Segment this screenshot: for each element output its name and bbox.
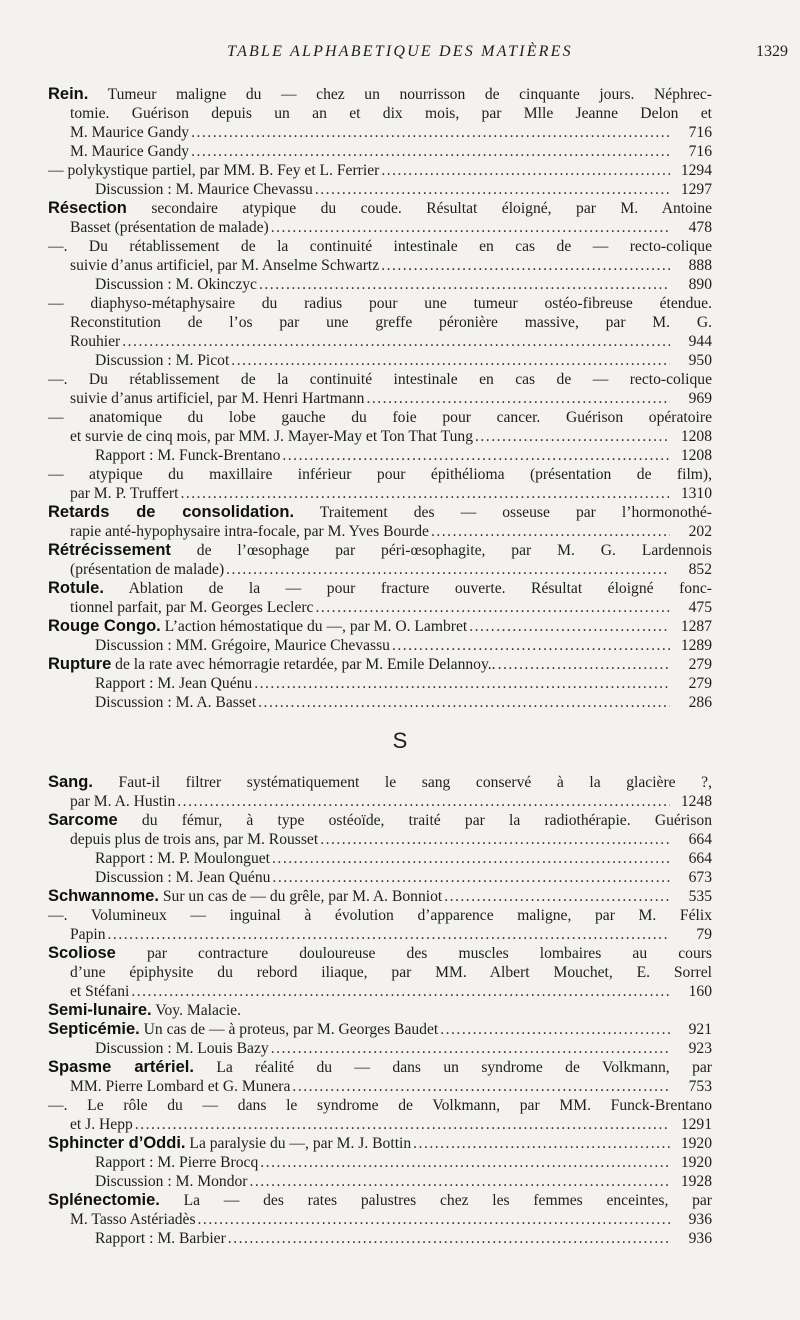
entry-body: de l’œsophage par péri-œsophagite, par M. G. Lardennois bbox=[170, 542, 712, 559]
entry-body: — diaphyso-métaphysaire du radius pour une tumeur ostéo-fibreuse étendue. bbox=[48, 295, 712, 312]
page-reference: 969 bbox=[688, 390, 712, 407]
running-head bbox=[0, 40, 800, 66]
entry-text bbox=[48, 907, 712, 924]
dot-leader bbox=[180, 484, 670, 503]
entry-text bbox=[70, 1077, 290, 1096]
index-line bbox=[48, 1134, 712, 1153]
entry-body: L’action hémostatique du —, par M. O. Lambret bbox=[160, 618, 468, 635]
entry-text bbox=[70, 123, 189, 142]
page-reference: 716 bbox=[688, 143, 712, 160]
page-reference: 478 bbox=[688, 219, 712, 236]
entry-body: de la rate avec hémorragie retardée, par M. Emile Delannoy.. bbox=[111, 656, 496, 673]
index-line bbox=[48, 617, 712, 636]
entry-body: Discussion : M. Maurice Chevassu bbox=[95, 181, 313, 198]
page-reference: 475 bbox=[688, 599, 712, 616]
index-line bbox=[48, 1191, 712, 1210]
entry-body: M. Tasso Astériadès bbox=[70, 1211, 196, 1228]
page-reference: 890 bbox=[688, 276, 712, 293]
entry-text bbox=[95, 674, 252, 693]
entry-text bbox=[70, 522, 429, 541]
index-line bbox=[48, 123, 712, 142]
entry-text bbox=[95, 1153, 258, 1172]
entry-text bbox=[48, 295, 712, 312]
entry-body: Discussion : M. Okinczyc bbox=[95, 276, 257, 293]
entry-text bbox=[70, 830, 318, 849]
page-reference: 1208 bbox=[680, 428, 712, 445]
headword: Semi-lunaire. bbox=[48, 1001, 152, 1019]
page-reference: 1289 bbox=[680, 637, 712, 654]
page-reference: 852 bbox=[688, 561, 712, 578]
index-line bbox=[48, 256, 712, 275]
index-line bbox=[48, 161, 712, 180]
entry-text bbox=[48, 86, 712, 103]
page-reference: 279 bbox=[688, 675, 712, 692]
index-line bbox=[48, 868, 712, 887]
entry-body: La — des rates palustres chez les femmes enceintes, par bbox=[159, 1192, 712, 1209]
entry-text bbox=[70, 560, 224, 579]
entry-text bbox=[48, 371, 712, 388]
headword: Retards de consolidation. bbox=[48, 503, 295, 521]
entry-body: —. Du rétablissement de la continuité intestinale en cas de — recto-colique bbox=[48, 371, 712, 388]
entry-body: par M. A. Hustin bbox=[70, 793, 176, 810]
index-line bbox=[48, 598, 712, 617]
page-reference: 1248 bbox=[680, 793, 712, 810]
entry-body: Ablation de la — pour fracture ouverte. Résultat éloigné fonc- bbox=[103, 580, 712, 597]
entry-body: Rouhier bbox=[70, 333, 121, 350]
entry-body: —. Volumineux — inguinal à évolution d’apparence maligne, par M. Félix bbox=[48, 907, 712, 924]
dot-leader bbox=[259, 275, 670, 294]
entry-text bbox=[48, 1097, 712, 1114]
entry-text bbox=[48, 1134, 411, 1153]
dot-leader bbox=[272, 868, 670, 887]
entry-body: suivie d’anus artificiel, par M. Henri Hartmann bbox=[70, 390, 365, 407]
entry-body: (présentation de malade) bbox=[70, 561, 225, 578]
index-line bbox=[48, 427, 712, 446]
entry-body: — anatomique du lobe gauche du foie pour cancer. Guérison opératoire bbox=[48, 409, 712, 426]
entry-text bbox=[70, 598, 313, 617]
entry-body: depuis plus de trois ans, par M. Rousset bbox=[70, 831, 319, 848]
index-line bbox=[48, 142, 712, 161]
entry-text bbox=[48, 542, 712, 559]
entry-body: Tumeur maligne du — chez un nourrisson de cinquante jours. Néphrec- bbox=[88, 86, 712, 103]
page-reference: 936 bbox=[688, 1230, 712, 1247]
entry-text bbox=[70, 925, 106, 944]
entry-body: par contracture douloureuse des muscles lombaires au cours bbox=[115, 945, 712, 962]
dot-leader bbox=[254, 674, 670, 693]
entry-text bbox=[70, 256, 379, 275]
entry-text bbox=[70, 792, 175, 811]
index-line bbox=[48, 982, 712, 1001]
page-reference: 936 bbox=[688, 1211, 712, 1228]
dot-leader bbox=[177, 792, 670, 811]
entry-body: MM. Pierre Lombard et G. Munera bbox=[70, 1078, 291, 1095]
entry-body: Discussion : M. Picot bbox=[95, 352, 230, 369]
index-line bbox=[48, 1229, 712, 1248]
index-line bbox=[48, 636, 712, 655]
dot-leader bbox=[381, 256, 670, 275]
index-line bbox=[48, 792, 712, 811]
page-reference: 1291 bbox=[680, 1116, 712, 1133]
entry-body: et survie de cinq mois, par MM. J. Mayer-May et Ton That Tung bbox=[70, 428, 473, 445]
entry-text bbox=[48, 774, 712, 791]
index-line bbox=[48, 560, 712, 579]
entry-body: Rapport : M. Jean Quénu bbox=[95, 675, 253, 692]
index-line bbox=[48, 484, 712, 503]
entry-text bbox=[70, 1115, 133, 1134]
index-line bbox=[48, 522, 712, 541]
entry-body: Un cas de — à proteus, par M. Georges Baudet bbox=[139, 1021, 439, 1038]
index-line bbox=[48, 180, 712, 199]
entry-text bbox=[48, 887, 442, 906]
index-line bbox=[48, 313, 712, 332]
page-reference: 716 bbox=[688, 124, 712, 141]
headword: Sang. bbox=[48, 773, 93, 791]
page-reference: 753 bbox=[688, 1078, 712, 1095]
entry-text bbox=[48, 409, 712, 426]
index-line bbox=[48, 655, 712, 674]
dot-leader bbox=[366, 389, 670, 408]
dot-leader bbox=[498, 655, 670, 674]
page-reference: 1310 bbox=[680, 485, 712, 502]
index-line bbox=[48, 1058, 712, 1077]
dot-leader bbox=[475, 427, 670, 446]
entry-body: Discussion : MM. Grégoire, Maurice Chevassu bbox=[95, 637, 390, 654]
entry-body: M. Maurice Gandy bbox=[70, 124, 190, 141]
dot-leader bbox=[315, 180, 670, 199]
dot-leader bbox=[282, 446, 670, 465]
page-reference: 664 bbox=[688, 831, 712, 848]
entry-text bbox=[70, 964, 712, 981]
index-line bbox=[48, 674, 712, 693]
entry-text bbox=[95, 693, 256, 712]
dot-leader bbox=[440, 1020, 670, 1039]
page-number: 1329 bbox=[756, 43, 788, 60]
page-reference: 535 bbox=[688, 888, 712, 905]
entry-text bbox=[70, 218, 269, 237]
index-line bbox=[48, 446, 712, 465]
headword: Sphincter d’Oddi. bbox=[48, 1134, 186, 1152]
index-line bbox=[48, 237, 712, 256]
headword: Résection bbox=[48, 199, 127, 217]
entry-text bbox=[48, 1020, 438, 1039]
dot-leader bbox=[381, 161, 670, 180]
entry-text bbox=[95, 446, 280, 465]
dot-leader bbox=[231, 351, 670, 370]
headword: Rupture bbox=[48, 655, 112, 673]
page-reference: 79 bbox=[696, 926, 712, 943]
dot-leader bbox=[292, 1077, 670, 1096]
headword: Rétrécissement bbox=[48, 541, 171, 559]
dot-leader bbox=[431, 522, 670, 541]
entry-body: par M. P. Truffert bbox=[70, 485, 179, 502]
dot-leader bbox=[131, 982, 670, 1001]
index-section-r bbox=[48, 85, 712, 712]
entry-body: Faut-il filtrer systématiquement le sang conservé à la glacière ?, bbox=[92, 774, 712, 791]
page-reference: 888 bbox=[688, 257, 712, 274]
index-line bbox=[48, 218, 712, 237]
index-line bbox=[48, 849, 712, 868]
dot-leader bbox=[315, 598, 670, 617]
entry-body: Sur un cas de — du grêle, par M. A. Bonniot bbox=[158, 888, 443, 905]
dot-leader bbox=[249, 1172, 670, 1191]
index-line bbox=[48, 275, 712, 294]
entry-body: rapie anté-hypophysaire intra-focale, par M. Yves Bourde bbox=[70, 523, 429, 540]
dot-leader bbox=[135, 1115, 670, 1134]
page-reference: 921 bbox=[688, 1021, 712, 1038]
dot-leader bbox=[271, 218, 670, 237]
page-reference: 673 bbox=[688, 869, 712, 886]
entry-body: Traitement des — osseuse par l’hormonothé- bbox=[294, 504, 712, 521]
entry-body: tomie. Guérison depuis un an et dix mois, par Mlle Jeanne Delon et bbox=[70, 105, 712, 122]
page-reference: 1928 bbox=[680, 1173, 712, 1190]
dot-leader bbox=[271, 1039, 670, 1058]
entry-body: —. Du rétablissement de la continuité intestinale en cas de — recto-colique bbox=[48, 238, 712, 255]
page-reference: 944 bbox=[688, 333, 712, 350]
page-reference: 202 bbox=[688, 523, 712, 540]
entry-text bbox=[48, 580, 712, 597]
entry-text bbox=[48, 1002, 241, 1019]
entry-body: Voy. Malacie. bbox=[151, 1002, 241, 1019]
entry-body: Basset (présentation de malade) bbox=[70, 219, 269, 236]
entry-body: secondaire atypique du coude. Résultat éloigné, par M. Antoine bbox=[126, 200, 712, 217]
index-line bbox=[48, 906, 712, 925]
entry-text bbox=[48, 1059, 712, 1076]
index-line bbox=[48, 370, 712, 389]
page-reference: 923 bbox=[688, 1040, 712, 1057]
index-line bbox=[48, 1115, 712, 1134]
entry-text bbox=[95, 1229, 226, 1248]
entry-text bbox=[95, 868, 270, 887]
index-line bbox=[48, 503, 712, 522]
dot-leader bbox=[108, 925, 670, 944]
entry-body: Discussion : M. Jean Quénu bbox=[95, 869, 271, 886]
index-line bbox=[48, 541, 712, 560]
index-line bbox=[48, 830, 712, 849]
headword: Sarcome bbox=[48, 811, 118, 829]
headword: Septicémie. bbox=[48, 1020, 140, 1038]
entry-body: Rapport : M. Barbier bbox=[95, 1230, 226, 1247]
entry-text bbox=[70, 389, 364, 408]
index-section-s bbox=[48, 773, 712, 1248]
index-line bbox=[48, 693, 712, 712]
entry-body: et Stéfani bbox=[70, 983, 130, 1000]
entry-text bbox=[48, 238, 712, 255]
entry-text bbox=[70, 484, 178, 503]
entry-text bbox=[48, 200, 712, 217]
headword: Rouge Congo. bbox=[48, 617, 161, 635]
entry-text bbox=[70, 1210, 196, 1229]
headword: Splénectomie. bbox=[48, 1191, 160, 1209]
entry-body: d’une épiphysite du rebord iliaque, par MM. Albert Mouchet, E. Sorrel bbox=[70, 964, 712, 981]
entry-body: —. Le rôle du — dans le syndrome de Volkmann, par MM. Funck-Brentano bbox=[48, 1097, 712, 1114]
letter-heading: S bbox=[392, 728, 408, 753]
entry-body: Discussion : M. Mondor bbox=[95, 1173, 248, 1190]
headword: Spasme artériel. bbox=[48, 1058, 194, 1076]
entry-text bbox=[48, 466, 712, 483]
entry-text bbox=[70, 332, 120, 351]
dot-leader bbox=[226, 560, 670, 579]
index-line bbox=[48, 465, 712, 484]
page-reference: 1208 bbox=[680, 447, 712, 464]
index-line bbox=[48, 351, 712, 370]
entry-text bbox=[48, 161, 379, 180]
dot-leader bbox=[320, 830, 670, 849]
page-reference: 160 bbox=[688, 983, 712, 1000]
dot-leader bbox=[122, 332, 670, 351]
entry-text bbox=[48, 1192, 712, 1209]
index-line bbox=[48, 773, 712, 792]
entry-text bbox=[95, 180, 313, 199]
entry-body: Papin bbox=[70, 926, 106, 943]
index-line bbox=[48, 389, 712, 408]
headword: Rein. bbox=[48, 85, 89, 103]
entry-text bbox=[48, 504, 712, 521]
entry-text bbox=[95, 1172, 247, 1191]
entry-body: M. Maurice Gandy bbox=[70, 143, 190, 160]
index-line bbox=[48, 1210, 712, 1229]
index-line bbox=[48, 811, 712, 830]
entry-body: Discussion : M. A. Basset bbox=[95, 694, 257, 711]
page-reference: 279 bbox=[688, 656, 712, 673]
headword: Rotule. bbox=[48, 579, 104, 597]
page-reference: 1920 bbox=[680, 1135, 712, 1152]
entry-body: Discussion : M. Louis Bazy bbox=[95, 1040, 269, 1057]
entry-body: — polykystique partiel, par MM. B. Fey et L. Ferrier bbox=[48, 162, 380, 179]
page-reference: 1294 bbox=[680, 162, 712, 179]
page-reference: 1287 bbox=[680, 618, 712, 635]
dot-leader bbox=[258, 693, 670, 712]
index-line bbox=[48, 1039, 712, 1058]
index-line bbox=[48, 944, 712, 963]
entry-body: et J. Hepp bbox=[70, 1116, 133, 1133]
page-reference: 286 bbox=[688, 694, 712, 711]
entry-text bbox=[95, 275, 257, 294]
index-line bbox=[48, 925, 712, 944]
entry-text bbox=[95, 636, 390, 655]
entry-body: tionnel parfait, par M. Georges Leclerc bbox=[70, 599, 314, 616]
index-line bbox=[48, 887, 712, 906]
index-line bbox=[48, 104, 712, 123]
entry-text bbox=[48, 617, 467, 636]
dot-leader bbox=[198, 1210, 670, 1229]
index-line bbox=[48, 963, 712, 982]
entry-text bbox=[48, 945, 712, 962]
page-reference: 950 bbox=[688, 352, 712, 369]
entry-body: Rapport : M. P. Moulonguet bbox=[95, 850, 271, 867]
running-title: TABLE ALPHABETIQUE DES MATIÈRES bbox=[227, 43, 573, 60]
entry-text bbox=[48, 812, 712, 829]
headword: Schwannome. bbox=[48, 887, 159, 905]
page-reference: 664 bbox=[688, 850, 712, 867]
index-line bbox=[48, 1096, 712, 1115]
entry-body: La réalité du — dans un syndrome de Volkmann, par bbox=[193, 1059, 712, 1076]
index-line bbox=[48, 332, 712, 351]
dot-leader bbox=[191, 123, 670, 142]
entry-text bbox=[48, 655, 496, 674]
index-line bbox=[48, 1077, 712, 1096]
entry-text bbox=[70, 982, 129, 1001]
dot-leader bbox=[228, 1229, 670, 1248]
dot-leader bbox=[191, 142, 670, 161]
index-line bbox=[48, 1153, 712, 1172]
entry-text bbox=[95, 351, 229, 370]
index-line bbox=[48, 1001, 712, 1020]
dot-leader bbox=[272, 849, 670, 868]
entry-body: Reconstitution de l’os par une greffe péronière massive, par M. G. bbox=[70, 314, 712, 331]
index-line bbox=[48, 85, 712, 104]
index-line bbox=[48, 579, 712, 598]
entry-text bbox=[70, 142, 189, 161]
entry-text bbox=[70, 427, 473, 446]
dot-leader bbox=[469, 617, 670, 636]
index-line bbox=[48, 294, 712, 313]
dot-leader bbox=[260, 1153, 670, 1172]
index-line bbox=[48, 1172, 712, 1191]
entry-body: du fémur, à type ostéoïde, traité par la radiothérapie. Guérison bbox=[117, 812, 712, 829]
headword: Scoliose bbox=[48, 944, 116, 962]
dot-leader bbox=[413, 1134, 670, 1153]
entry-text bbox=[70, 314, 712, 331]
index-line bbox=[48, 199, 712, 218]
page-reference: 1920 bbox=[680, 1154, 712, 1171]
entry-text bbox=[70, 105, 712, 122]
entry-body: La paralysie du —, par M. J. Bottin bbox=[185, 1135, 412, 1152]
entry-body: — atypique du maxillaire inférieur pour épithélioma (présentation de film), bbox=[48, 466, 712, 483]
entry-text bbox=[95, 849, 270, 868]
index-line bbox=[48, 1020, 712, 1039]
entry-body: Rapport : M. Pierre Brocq bbox=[95, 1154, 259, 1171]
entry-body: Rapport : M. Funck-Brentano bbox=[95, 447, 281, 464]
entry-body: suivie d’anus artificiel, par M. Anselme Schwartz bbox=[70, 257, 380, 274]
index-line bbox=[48, 408, 712, 427]
dot-leader bbox=[444, 887, 670, 906]
entry-text bbox=[95, 1039, 269, 1058]
dot-leader bbox=[392, 636, 670, 655]
page-reference: 1297 bbox=[680, 181, 712, 198]
